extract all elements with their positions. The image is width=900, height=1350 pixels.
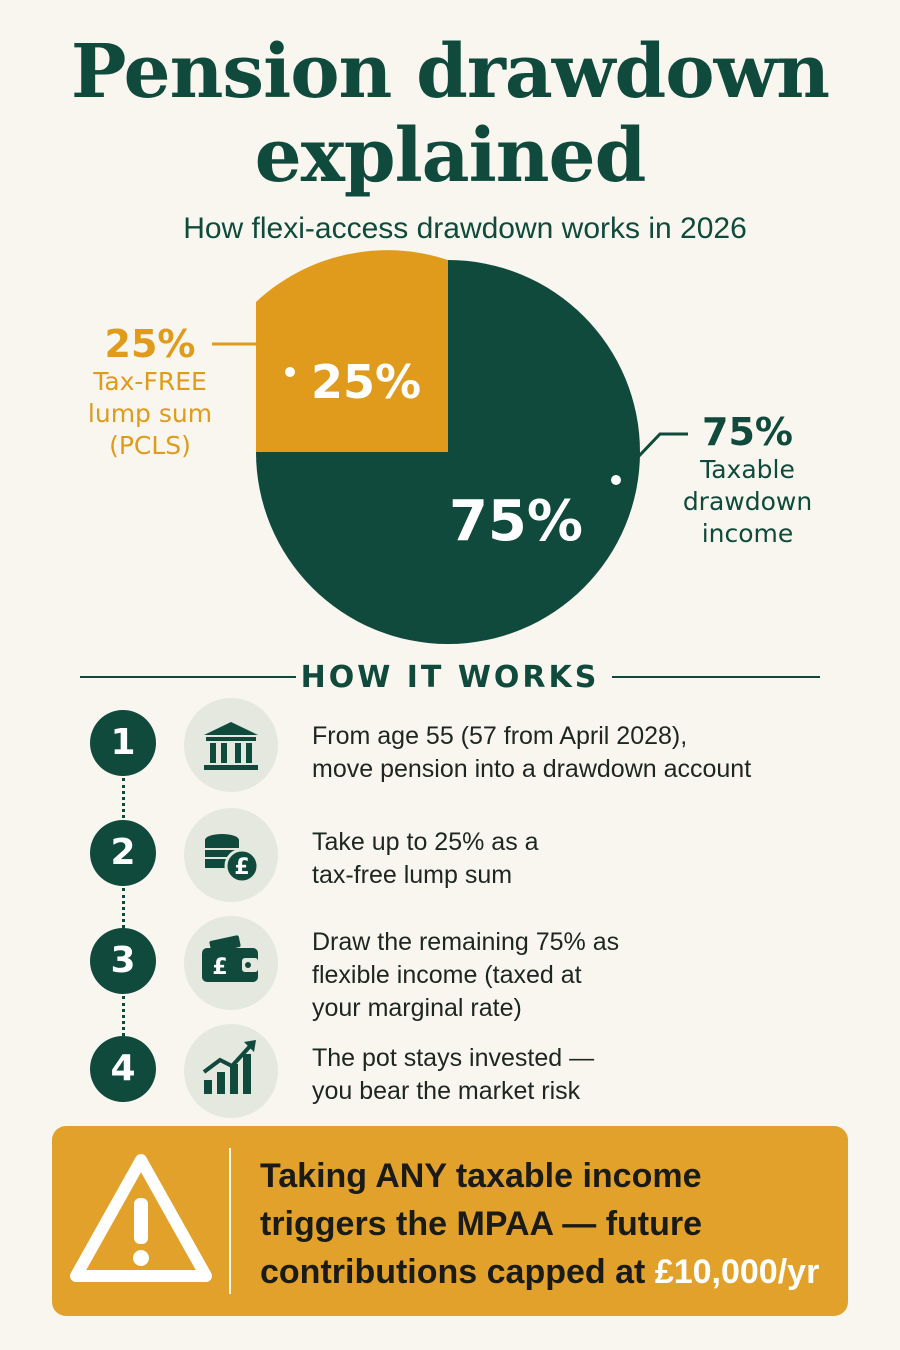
wallet-pound-icon [184, 916, 278, 1010]
section-heading: HOW IT WORKS [300, 660, 600, 695]
warning-divider [229, 1148, 231, 1294]
callout-tax-free-line1: Tax-FREE [93, 367, 207, 396]
section-rule-right [612, 676, 820, 678]
step-4-line-1: The pot stays invested — [312, 1044, 595, 1072]
callout-tax-free-line2: lump sum [87, 399, 213, 428]
callout-taxable-pct: 75% [702, 410, 793, 454]
step-1-line-1: From age 55 (57 from April 2028), [312, 722, 688, 750]
coins-pound-icon [184, 808, 278, 902]
svg-text:£: £ [234, 855, 250, 880]
step-text-1 [312, 720, 832, 786]
step-text-4 [312, 1042, 832, 1108]
warning-line-3 [260, 1248, 840, 1296]
step-number-1: 1 [90, 710, 156, 776]
step-number-2: 2 [90, 820, 156, 886]
title-line-1: Pension drawdown [70, 29, 830, 115]
svg-text:£: £ [212, 955, 228, 980]
step-text-3 [312, 926, 832, 1025]
step-3-line-2: flexible income (taxed at [312, 961, 582, 989]
step-2-line-2: tax-free lump sum [312, 861, 513, 889]
pie-slice-tax-free [256, 250, 448, 452]
callout-taxable-line1: Taxable [700, 455, 795, 484]
bank-icon [184, 698, 278, 792]
step-2-line-1: Take up to 25% as a [312, 828, 539, 856]
step-number-3: 3 [90, 928, 156, 994]
callout-tax-free-line3: (PCLS) [109, 431, 191, 460]
warning-line-1: Taking ANY taxable income [260, 1157, 702, 1195]
step-1-line-2: move pension into a drawdown account [312, 755, 752, 783]
mpaa-warning-banner [52, 1126, 848, 1316]
step-text-2 [312, 826, 832, 892]
step-number-4: 4 [90, 1036, 156, 1102]
callout-tax-free [70, 322, 230, 462]
step-connector [122, 888, 127, 928]
step-3-line-1: Draw the remaining 75% as [312, 928, 620, 956]
callout-taxable-line2: drawdown [682, 487, 813, 516]
pie-slice-label-taxable: 75% [448, 489, 584, 554]
title-line-2: explained [254, 113, 646, 199]
callout-dot-left [285, 367, 295, 377]
step-connector [122, 996, 127, 1036]
warning-line-3-prefix: contributions capped at [260, 1253, 655, 1291]
step-3-line-3: your marginal rate) [312, 994, 522, 1022]
callout-taxable-line3: income [701, 519, 794, 548]
step-connector [122, 778, 127, 818]
callout-tax-free-pct: 25% [104, 322, 196, 366]
growth-chart-icon [184, 1024, 278, 1118]
callout-taxable [665, 410, 830, 550]
pie-slice-label-tax-free: 25% [310, 355, 422, 409]
warning-text [260, 1152, 840, 1296]
step-4-line-2: you bear the market risk [312, 1077, 581, 1105]
page-subtitle: How flexi-access drawdown works in 2026 [183, 212, 747, 245]
mpaa-cap-amount: £10,000/yr [654, 1253, 820, 1291]
warning-triangle-icon [66, 1146, 216, 1296]
warning-line-2: triggers the MPAA — future [260, 1205, 703, 1243]
callout-dot-right [611, 475, 621, 485]
